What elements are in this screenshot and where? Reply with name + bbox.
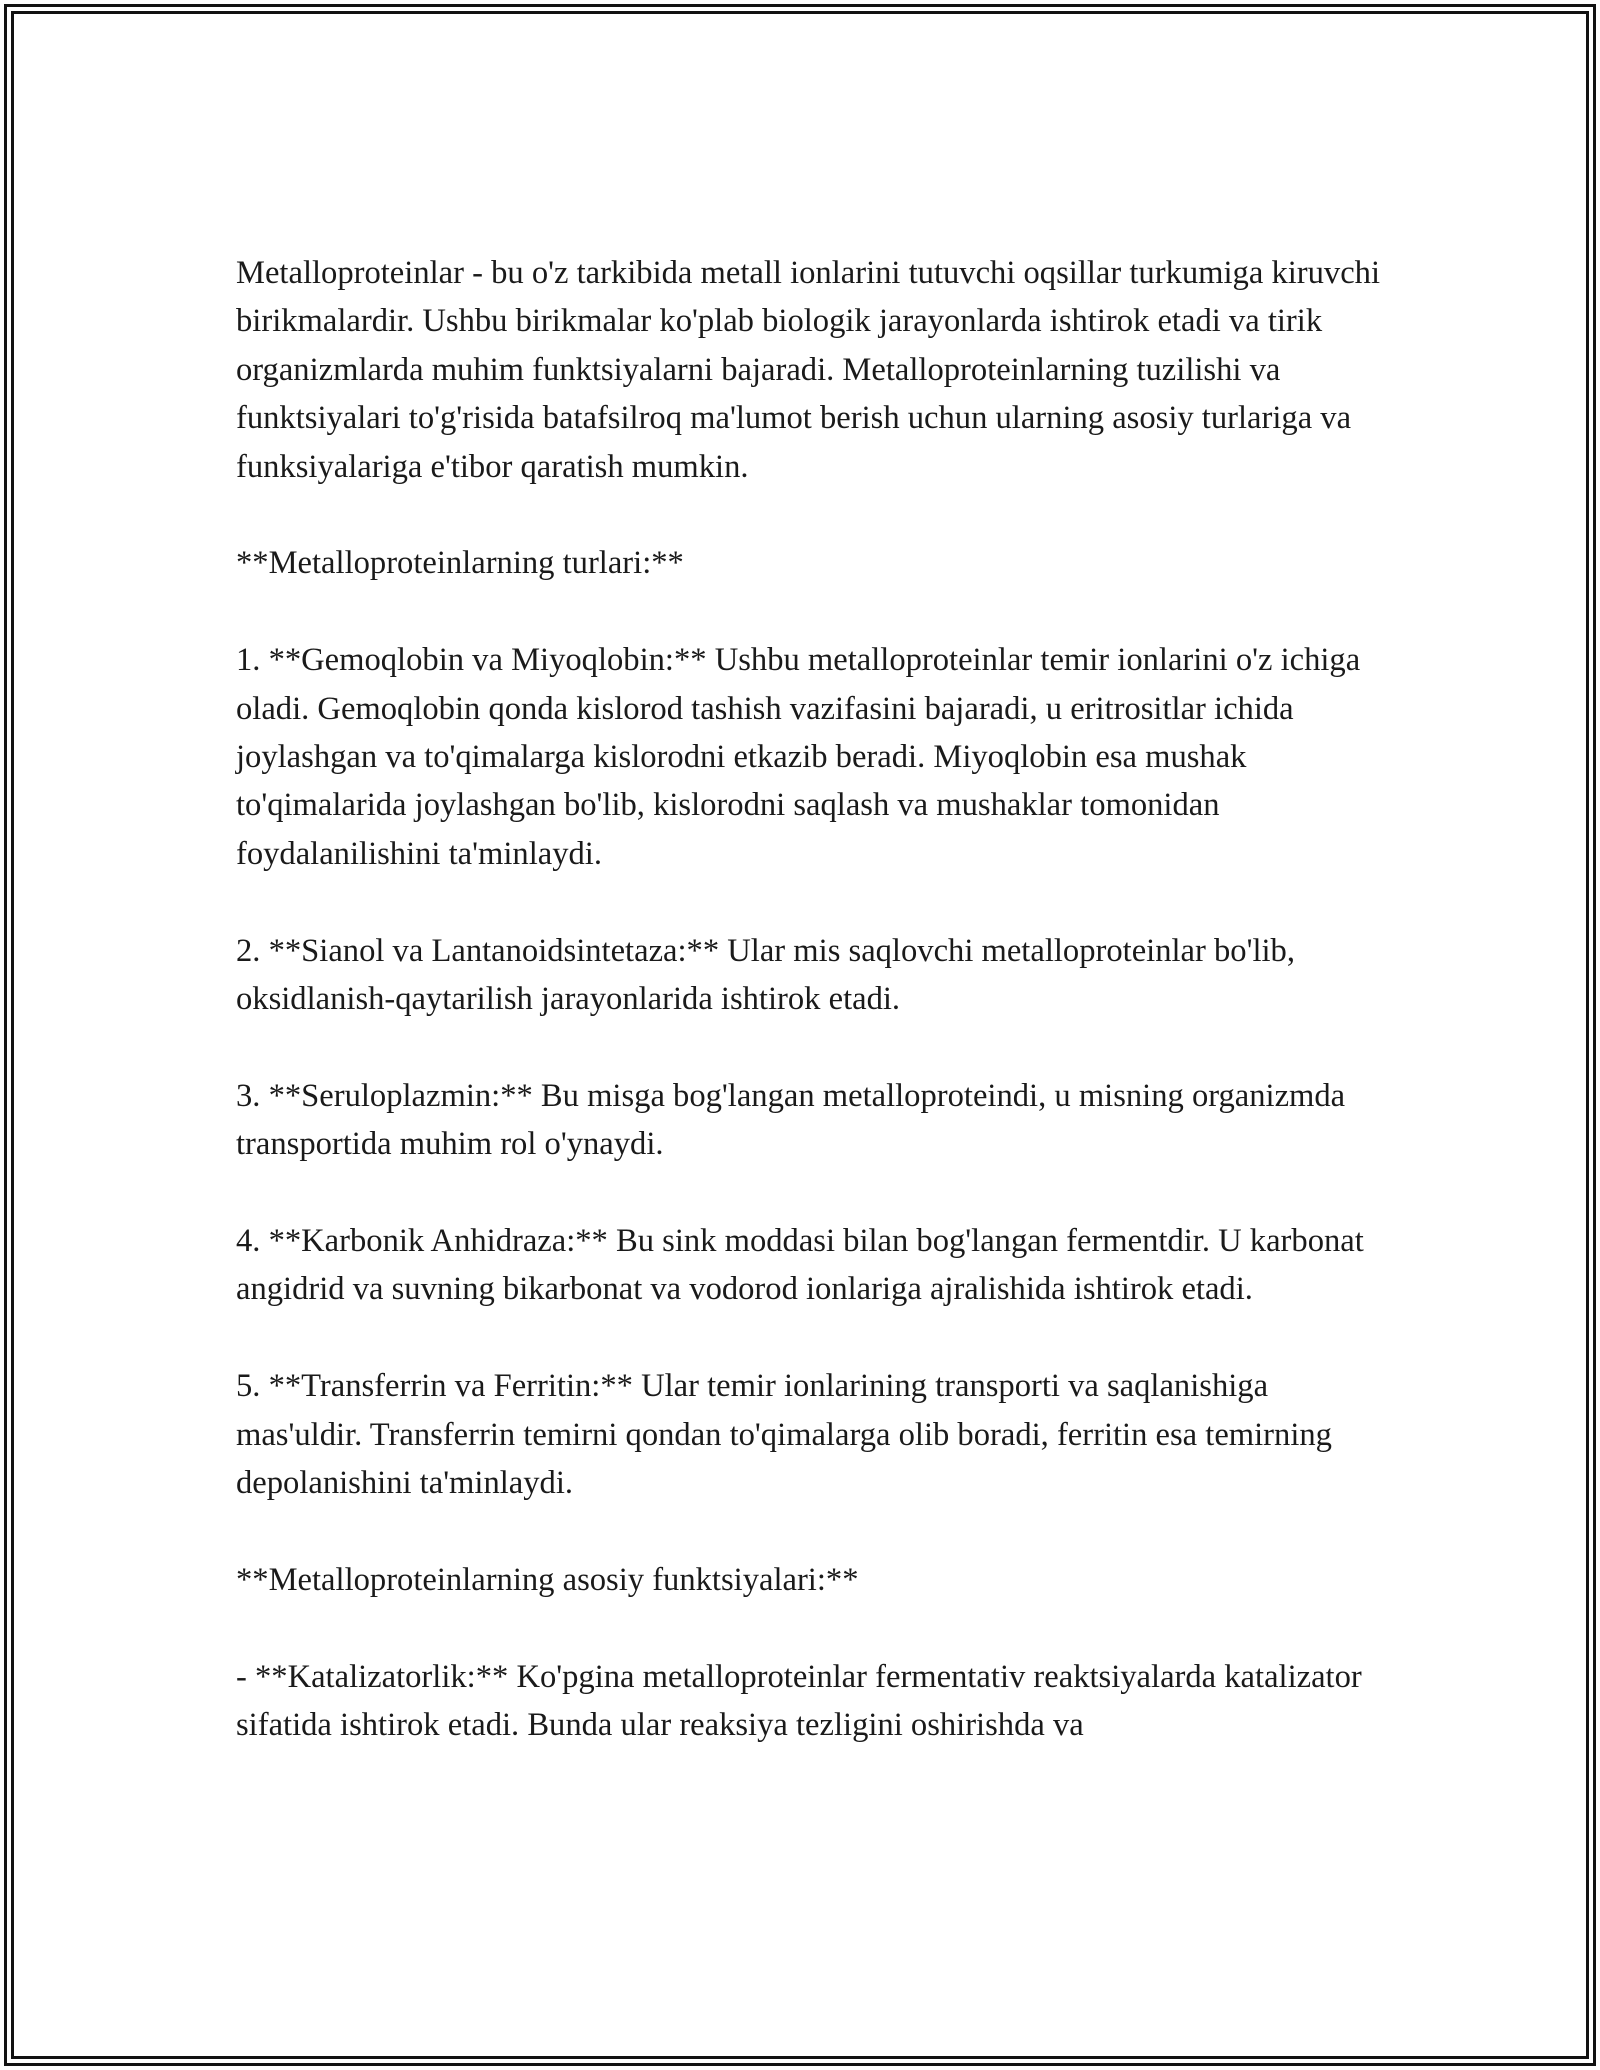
list-item-3: 3. **Seruloplazmin:** Bu misga bog'langan metalloproteindi, u misning organizmda transportida muhim rol o'ynaydi. [236,1077,1346,1163]
paragraph-intro: Metalloproteinlar - bu o'z tarkibida metall ionlarini tutuvchi oqsillar turkumiga kiruvchi birikmalardir. Ushbu birikmalar ko'plab biologik jarayonlarda ishtirok etadi va tirik organizmlarda muhim funktsiyalarni bajaradi. Metalloproteinlarning tuzilishi va funktsiyalari to'g'risida batafsilroq ma'lumot berish uchun ularning asosiy turlariga va funksiyalariga e'tibor qaratish mumkin. [236,255,1381,485]
list-item-1: 1. **Gemoqlobin va Miyoqlobin:** Ushbu metalloproteinlar temir ionlarini o'z ichiga oladi. Gemoqlobin qonda kislorod tashish vazifasini bajaradi, u eritrositlar ichida joylashgan va to'qimalarga kislorodni etkazib beradi. Miyoqlobin esa mushak to'qimalarida joylashgan bo'lib, kislorodni saqlash va mushaklar tomonidan foydalanilishini ta'minlaydi. [236,642,1361,872]
list-item-4: 4. **Karbonik Anhidraza:** Bu sink moddasi bilan bog'langan fermentdir. U karbonat angidrid va suvning bikarbonat va vodorod ionlariga ajralishida ishtirok etadi. [236,1223,1364,1308]
bullet-item-catalysis: - **Katalizatorlik:** Ko'pgina metalloproteinlar fermentativ reaktsiyalarda katalizator sifatida ishtirok etadi. Bunda ular reaksiya tezligini oshirishda va [236,1658,1362,1744]
list-item-5: 5. **Transferrin va Ferritin:** Ular temir ionlarining transporti va saqlanishiga mas'uldir. Transferrin temirni qondan to'qimalarga olib boradi, ferritin esa temirning depolanishini ta'minlaydi. [236,1368,1332,1502]
heading-functions: **Metalloproteinlarning asosiy funktsiyalari:** [236,1561,859,1598]
heading-types: **Metalloproteinlarning turlari:** [236,545,684,582]
document-body [236,249,1386,1798]
list-item-2: 2. **Sianol va Lantanoidsintetaza:** Ular mis saqlovchi metalloproteinlar bo'lib, oksidlanish-qaytarilish jarayonlarida ishtirok etadi. [236,932,1295,1018]
